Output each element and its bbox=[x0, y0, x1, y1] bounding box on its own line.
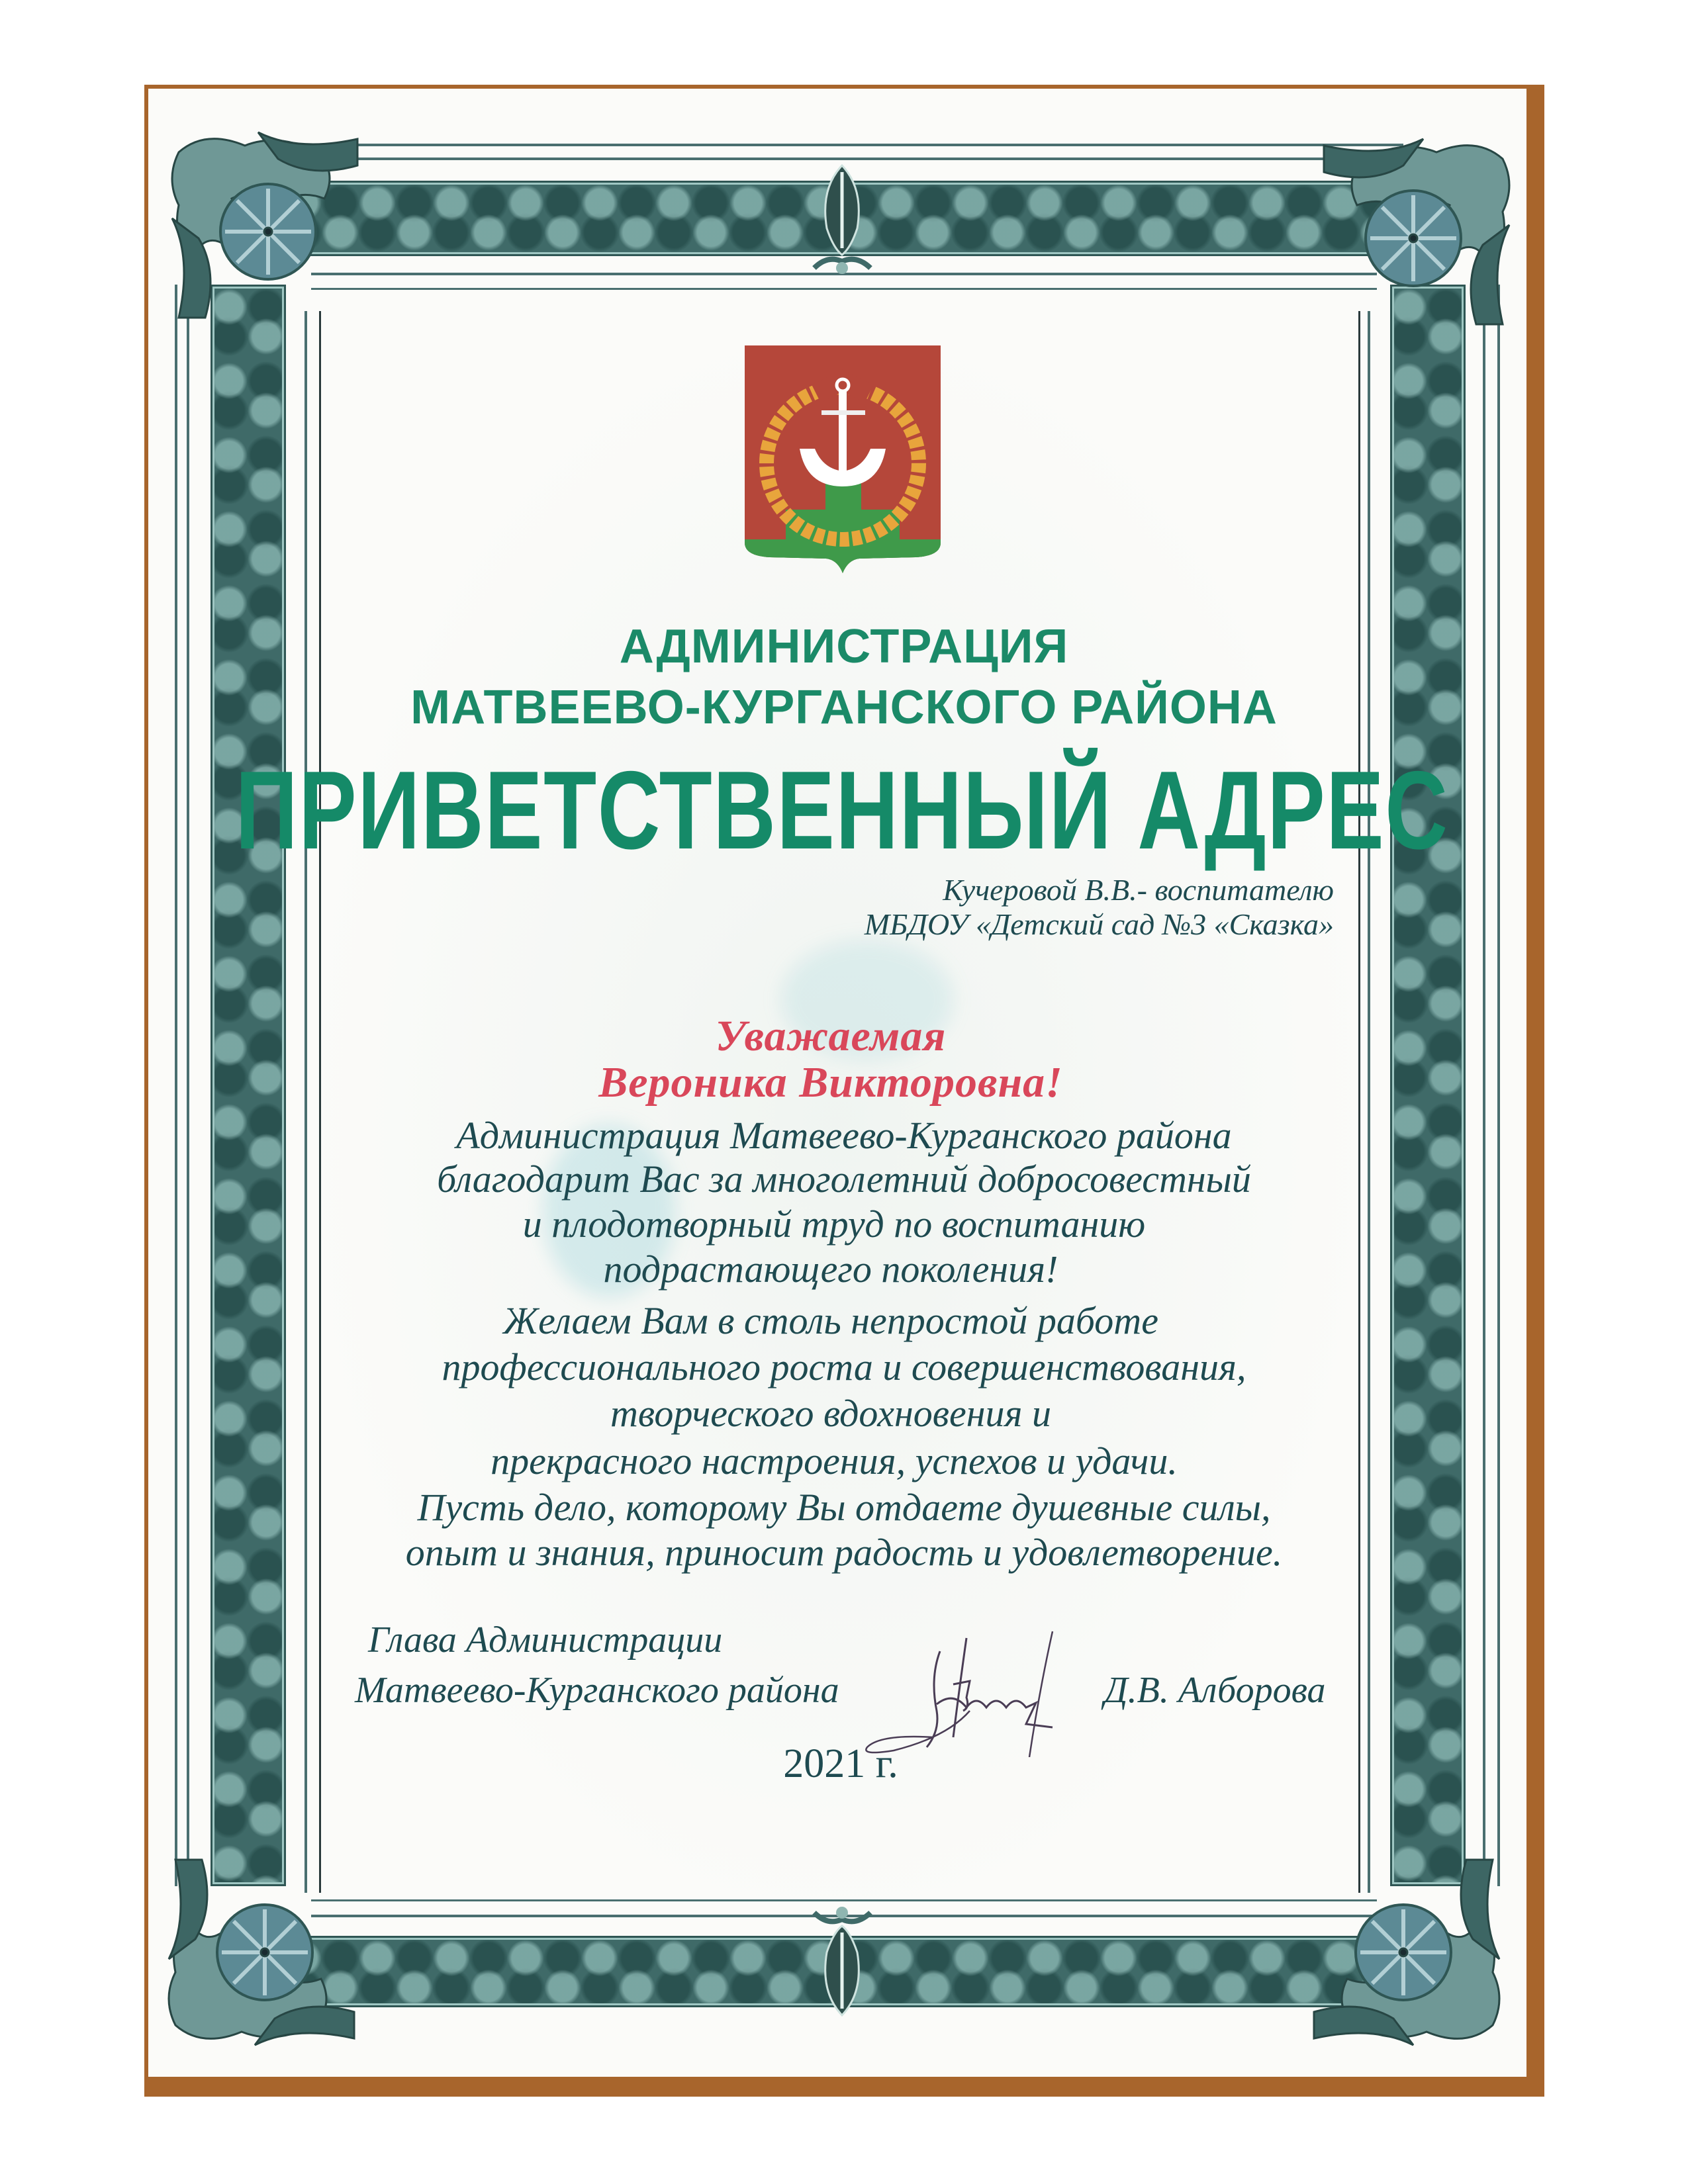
body-line: прекрасного настроения, успехов и удачи. bbox=[491, 1439, 1178, 1482]
body-line: благодарит Вас за многолетний добросовестный bbox=[437, 1158, 1251, 1201]
body-line: творческого вдохновения и bbox=[610, 1392, 1051, 1435]
body-line: Пусть дело, которому Вы отдаете душевные силы, bbox=[417, 1486, 1271, 1529]
greeting-name: Вероника Викторовна! bbox=[598, 1058, 1063, 1107]
center-ornament-bottom bbox=[801, 1906, 884, 2019]
handwritten-signature bbox=[854, 1625, 1105, 1757]
signatory-name: Д.В. Алборова bbox=[1104, 1670, 1326, 1711]
recipient-line-2: МБДОУ «Детский сад №3 «Сказка» bbox=[864, 907, 1334, 941]
body-line: профессионального роста и совершенствования, bbox=[442, 1345, 1246, 1388]
greeting-salutation: Уважаемая bbox=[715, 1012, 947, 1060]
signatory-position-line-1: Глава Администрации bbox=[368, 1619, 723, 1661]
recipient-line-1: Кучеровой В.В.- воспитателю bbox=[943, 873, 1334, 907]
document-title: ПРИВЕТСТВЕННЫЙ АДРЕС bbox=[235, 748, 1449, 872]
header-line-1: АДМИНИСТРАЦИЯ bbox=[619, 620, 1069, 673]
issue-year: 2021 г. bbox=[783, 1741, 898, 1786]
body-line: Администрация Матвеево-Курганского района bbox=[456, 1114, 1232, 1157]
body-line: Желаем Вам в столь непростой работе bbox=[503, 1299, 1158, 1342]
corner-ornament-top-right bbox=[1317, 132, 1516, 331]
signatory-position-line-2: Матвеево-Курганского района bbox=[355, 1670, 839, 1711]
corner-ornament-bottom-right bbox=[1307, 1853, 1506, 2052]
center-ornament-top bbox=[801, 162, 884, 278]
header-line-2: МАТВЕЕВО-КУРГАНСКОГО РАЙОНА bbox=[410, 681, 1278, 734]
corner-ornament-top-left bbox=[165, 126, 364, 324]
corner-ornament-bottom-left bbox=[162, 1853, 361, 2052]
coat-of-arms-emblem bbox=[743, 344, 942, 574]
body-line: подрастающего поколения! bbox=[603, 1248, 1058, 1291]
body-line: опыт и знания, приносит радость и удовлетворение. bbox=[405, 1531, 1283, 1574]
body-line: и плодотворный труд по воспитанию bbox=[522, 1203, 1146, 1246]
